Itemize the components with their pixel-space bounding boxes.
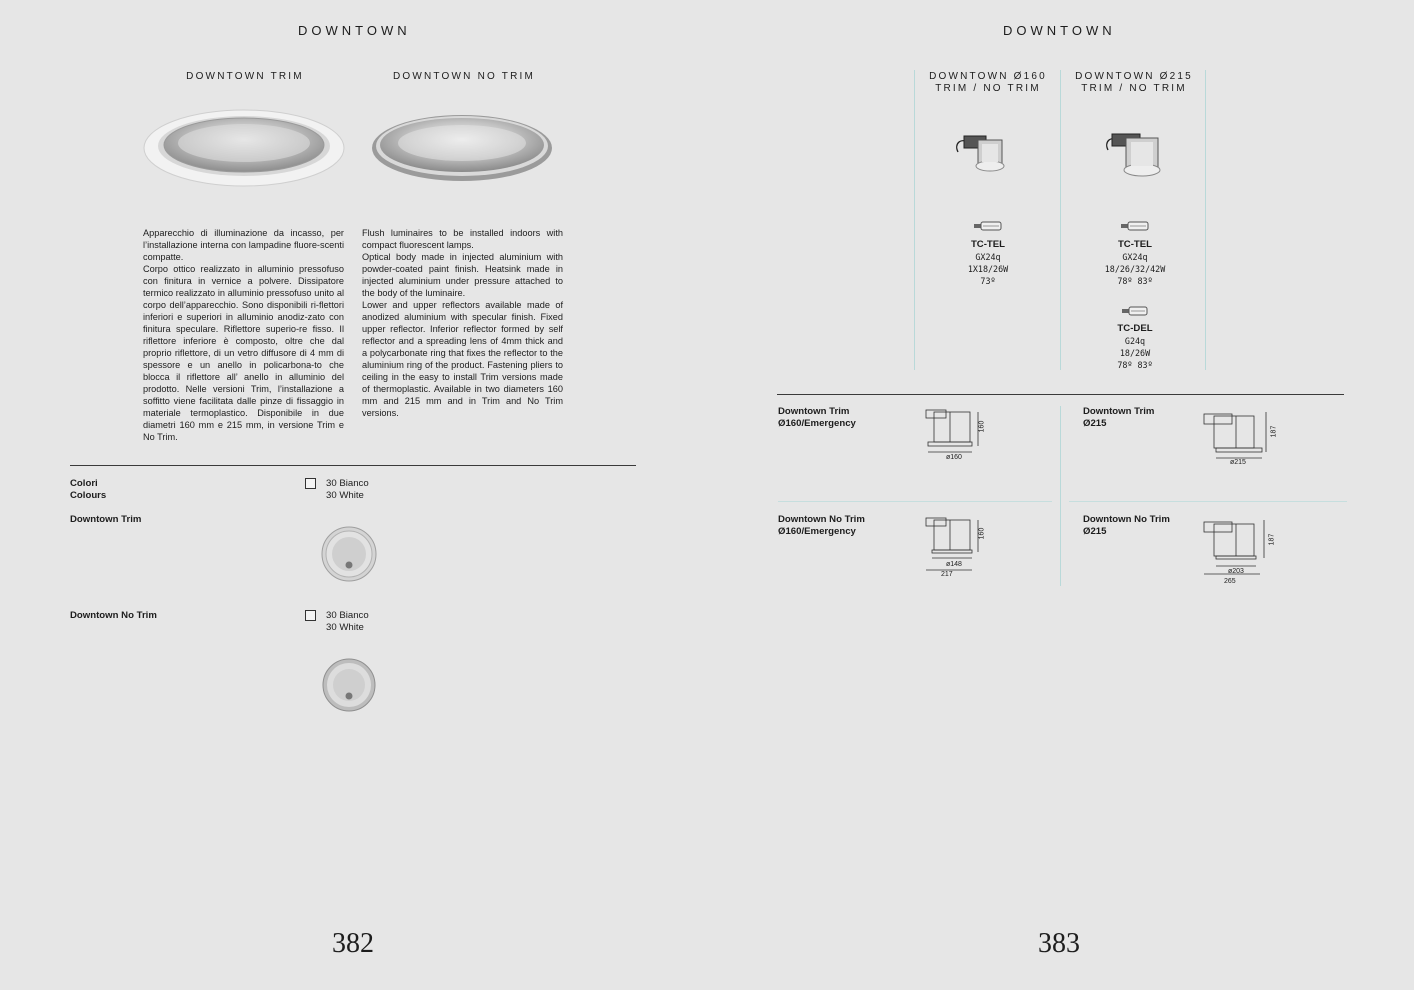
lamp-beam: 78º 83º [1117, 276, 1153, 286]
column-heading-line: TRIM / NO TRIM [935, 83, 1041, 94]
drawing-diameter-no-trim-160: ø148 [946, 561, 962, 568]
drawing-name-no-trim-160 [778, 514, 865, 538]
colours-label-it: Colori [70, 478, 98, 489]
drawing-diameter-trim-215: ø215 [1230, 459, 1246, 466]
description-english-p3: Lower and upper reflectors available made of anodized aluminium with specular finish. Fixed upper reflector. Inferior reflector formed by self reflector and a spreading lens of 4mm thick and a polycarbonate ring that fixes the reflector to the aluminium ring of the product. Fastening pliers to ceiling in the easy to install Trim versions made of thermoplastic. Available in two diameters 160 mm and 215 mm and in Trim and No Trim versions. [362, 300, 563, 418]
drawing-name-line: Ø215 [1083, 418, 1107, 429]
description-italian [143, 227, 344, 443]
tc-tel-lamp-icon [1121, 221, 1149, 231]
description-italian-p2: Corpo ottico realizzato in alluminio pressofuso con finitura in vernice a polvere. Dissipatore termico realizzato in alluminio pressofuso unito al corpo dell’apparecchio. Sono disponibili ri-flettori inferiori e superiori in alluminio anodiz-zato con finitura speculare. Riflettore superio-re fisso. Il riflettore inferiore è composto, oltre che dal proprio riflettore, di un vetro diffusore di 4 mm di spessore e un anello in policarbona-to che blocca il riflettore all’ anello in alluminio del prodotto. Nelle versioni Trim, l’installazione a soffitto viene facilitata dalle pinze di fissaggio in materiale termoplastico. Disponibile in due diametri 160 mm e 215 mm, in versione Trim e No Trim. [143, 264, 344, 442]
colour-checkbox-no-trim[interactable] [305, 610, 316, 621]
drawing-height-trim-160: 160 [978, 420, 986, 433]
column-divider-right [1205, 70, 1206, 370]
column-divider-middle [1060, 70, 1061, 370]
lamp-power: 18/26/32/42W [1104, 264, 1166, 274]
column-heading-160 [920, 71, 1056, 95]
drawing-name-trim-215 [1083, 406, 1154, 430]
drawing-width-no-trim-160: 217 [941, 571, 953, 578]
description-english-p2: Optical body made in injected aluminium with powder-coated paint finish. Heatsink made in injected aluminium under pressure attached to the body of the luminaire. [362, 252, 563, 298]
colour-options-trim [326, 478, 369, 502]
lamp-type: TC-TEL [970, 239, 1006, 250]
drawing-grid-vertical [1060, 406, 1061, 586]
downtown-215-product-image [1104, 128, 1166, 180]
drawing-height-no-trim-215: 187 [1268, 533, 1276, 546]
column-heading-line: DOWNTOWN Ø215 [1075, 71, 1193, 82]
column-heading-line: TRIM / NO TRIM [1081, 83, 1187, 94]
drawing-name-line: Downtown Trim [1083, 406, 1155, 417]
column-divider-left [914, 70, 915, 370]
drawing-grid-horizontal-left [778, 501, 1052, 502]
column-heading-line: DOWNTOWN Ø160 [929, 71, 1047, 82]
colour-checkbox-trim[interactable] [305, 478, 316, 489]
tc-del-lamp-icon [1122, 306, 1148, 316]
downtown-160-product-image [954, 130, 1010, 176]
lamp-type: TC-DEL [1117, 323, 1153, 334]
colour-options-no-trim [326, 610, 369, 634]
lamp-power: 18/26W [1119, 348, 1151, 358]
drawing-height-no-trim-160: 160 [978, 527, 986, 540]
drawing-height-trim-215: 187 [1270, 425, 1278, 438]
colour-option-en: 30 White [326, 622, 364, 633]
drawing-width-no-trim-215: 265 [1224, 578, 1236, 585]
lamp-socket: G24q [1124, 336, 1146, 346]
drawing-name-line: Downtown Trim [778, 406, 850, 417]
colour-row-name-trim: Downtown Trim [70, 514, 142, 525]
drawing-name-trim-160 [778, 406, 856, 430]
right-divider [777, 394, 1344, 395]
colour-option-it: 30 Bianco [326, 610, 369, 621]
drawing-name-no-trim-215 [1083, 514, 1170, 538]
description-italian-p1: Apparecchio di illuminazione da incasso, per l’installazione interna con lampadine fluore-scenti compatte. [143, 228, 344, 262]
colour-row-name-no-trim: Downtown No Trim [70, 610, 157, 621]
drawing-grid-horizontal-right [1069, 501, 1347, 502]
lamp-beam: 73º [980, 276, 996, 286]
tc-tel-lamp-icon [974, 221, 1002, 231]
description-english [362, 227, 563, 419]
lamp-spec-215-tel [1094, 239, 1176, 287]
trim-white-swatch [321, 526, 377, 582]
technical-drawing-trim-215 [1202, 410, 1278, 466]
left-page-title: DOWNTOWN [298, 23, 411, 38]
drawing-diameter-trim-160: ø160 [946, 454, 962, 461]
lamp-socket: GX24q [975, 252, 1001, 262]
right-page-number: 383 [1038, 928, 1080, 959]
column-heading-215 [1066, 71, 1202, 95]
downtown-trim-photo [143, 108, 345, 188]
drawing-name-line: Ø160/Emergency [778, 418, 856, 429]
drawing-name-line: Ø160/Emergency [778, 526, 856, 537]
right-page-title: DOWNTOWN [1003, 23, 1116, 38]
drawing-name-line: Ø215 [1083, 526, 1107, 537]
left-page-number: 382 [332, 928, 374, 959]
product-label-trim: DOWNTOWN TRIM [186, 71, 304, 82]
colour-option-it: 30 Bianco [326, 478, 369, 489]
drawing-name-line: Downtown No Trim [1083, 514, 1170, 525]
colour-option-en: 30 White [326, 490, 364, 501]
description-english-p1: Flush luminaires to be installed indoors with compact fluorescent lamps. [362, 228, 563, 250]
colours-label-en: Colours [70, 490, 107, 501]
lamp-spec-160 [948, 239, 1028, 287]
product-label-no-trim: DOWNTOWN NO TRIM [392, 71, 536, 82]
downtown-no-trim-photo [371, 114, 553, 182]
drawing-diameter-no-trim-215: ø203 [1228, 568, 1244, 575]
left-divider [70, 465, 636, 466]
lamp-spec-215-del [1094, 323, 1176, 371]
lamp-power: 1X18/26W [967, 264, 1009, 274]
no-trim-white-swatch [322, 658, 376, 712]
colours-label [70, 478, 106, 502]
lamp-beam: 78º 83º [1117, 360, 1153, 370]
lamp-socket: GX24q [1122, 252, 1148, 262]
drawing-name-line: Downtown No Trim [778, 514, 865, 525]
lamp-type: TC-TEL [1117, 239, 1153, 250]
